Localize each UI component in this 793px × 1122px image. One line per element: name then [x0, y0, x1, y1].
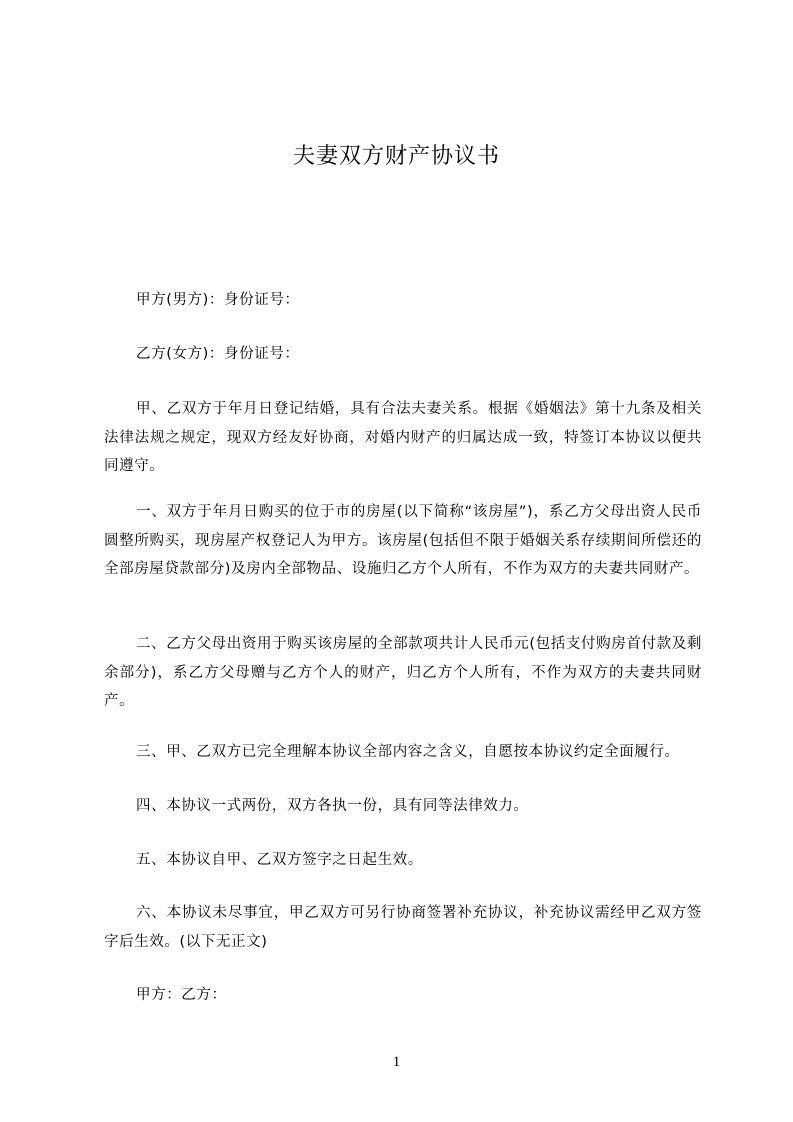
clause-2: 二、乙方父母出资用于购买该房屋的全部款项共计人民币元(包括支付购房首付款及剩余部分)，系乙方父母赠与乙方个人的财产，归乙方个人所有，不作为双方的夫妻共同财产。 — [104, 636, 702, 709]
clause-6: 六、本协议未尽事宜，甲乙双方可另行协商签署补充协议，补充协议需经甲乙双方签字后生效。(以下无正文) — [104, 905, 702, 950]
party-a-line: 甲方(男方)：身份证号： — [136, 292, 300, 308]
clause-5: 五、本协议自甲、乙双方签字之日起生效。 — [136, 852, 423, 868]
clause-4: 四、本协议一式两份，双方各执一份，具有同等法律效力。 — [136, 798, 529, 814]
clause-1: 一、双方于年月日购买的位于市的房屋(以下简称“该房屋”)，系乙方父母出资人民币圆整所购买，现房屋产权登记人为甲方。该房屋(包括但不限于婚姻关系存续期间所偿还的全部房屋贷款部分)及房内全部物品、设施归乙方个人所有，不作为双方的夫妻共同财产。 — [104, 504, 702, 577]
signature-line: 甲方：乙方： — [136, 987, 227, 1003]
clause-3: 三、甲、乙双方已完全理解本协议全部内容之含义，自愿按本协议约定全面履行。 — [136, 744, 680, 760]
intro-paragraph: 甲、乙双方于年月日登记结婚，具有合法夫妻关系。根据《婚姻法》第十九条及相关法律法规之规定，现双方经友好协商，对婚内财产的归属达成一致，特签订本协议以便共同遵守。 — [104, 401, 702, 474]
page-number: 1 — [392, 1054, 401, 1070]
party-b-line: 乙方(女方)：身份证号： — [136, 346, 300, 362]
document-title: 夫妻双方财产协议书 — [292, 144, 500, 169]
